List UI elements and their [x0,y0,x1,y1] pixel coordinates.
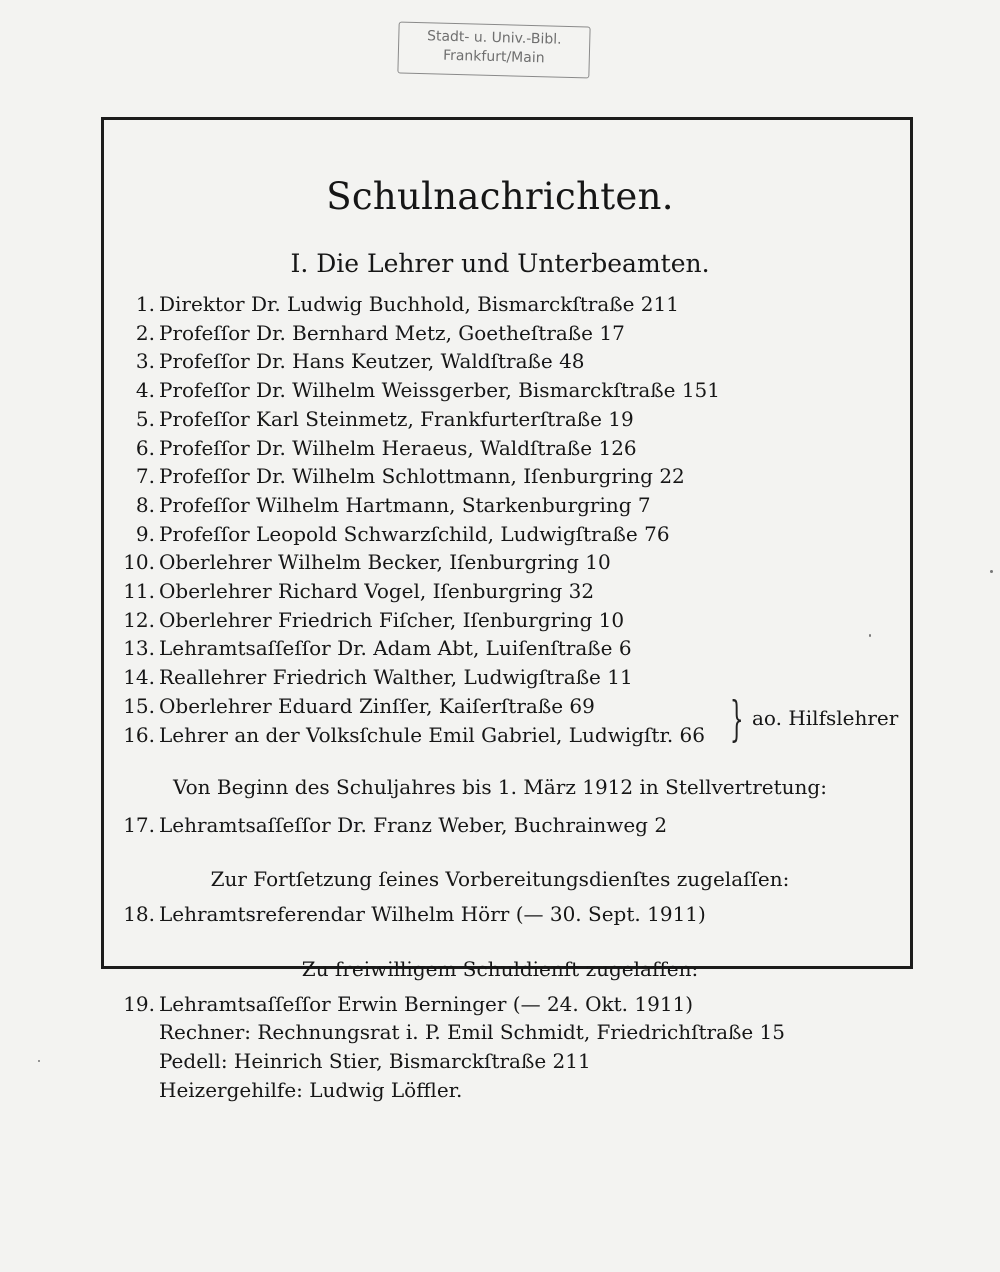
staff-number: 3. [135,349,155,374]
staff-entry: Oberlehrer Richard Vogel, Iſenburgring 32 [159,579,595,603]
staff-number: 13. [123,636,155,661]
staff-number: 10. [123,550,155,575]
staff-entry: Lehramtsaſſeſſor Erwin Berninger (— 24. Okt. 1911) [159,992,694,1016]
staff-entry: Profeſſor Leopold Schwarzſchild, Ludwigſtraße 76 [159,521,670,546]
section-heading: I. Die Lehrer und Unterbeamten. [290,249,710,278]
staff-entry: Reallehrer Friedrich Walther, Ludwigſtraße 11 [159,665,633,690]
staff-row [110,548,611,576]
staff-number: 12. [123,607,155,632]
staff-number: 4. [135,378,155,403]
staff-row [110,491,651,519]
staff-entry: Direktor Dr. Ludwig Buchhold, Bismarckſtraße 211 [159,292,679,316]
staff-row [110,347,585,375]
staff-entry: Profeſſor Wilhelm Hartmann, Starkenburgring 7 [159,492,651,517]
stamp-line-2: Frankfurt/Main [442,47,545,67]
staff-number: 7. [135,464,155,489]
staff-number: 11. [123,579,155,603]
library-stamp [397,21,590,78]
staff-row [110,462,685,490]
staff-entry: Profeſſor Dr. Wilhelm Weissgerber, Bismarckſtraße 151 [159,378,720,403]
staff-number: 9. [135,521,155,546]
staff-entry: Lehramtsreferendar Wilhelm Hörr (— 30. Sept. 1911) [159,902,706,926]
paper-speck [38,1060,40,1062]
staff-row [110,811,667,839]
staff-entry: Profeſſor Dr. Wilhelm Schlottmann, Iſenburgring 22 [159,464,685,489]
group-brace: } [729,691,744,747]
staff-row [110,577,594,605]
staff-row [110,634,632,662]
official-entry: Pedell: Heinrich Stier, Bismarckſtraße 211 [159,1049,591,1073]
staff-row [110,520,670,548]
staff-entry: Oberlehrer Friedrich Fiſcher, Iſenburgring 10 [159,607,625,632]
staff-row [110,663,633,691]
staff-entry: Profeſſor Dr. Bernhard Metz, Goetheſtraße 17 [159,320,625,345]
staff-row [110,434,637,462]
staff-number: 6. [135,435,155,460]
staff-number: 18. [123,902,155,926]
staff-row [110,990,693,1018]
staff-entry: Profeſſor Dr. Wilhelm Heraeus, Waldſtraße 126 [159,435,637,460]
staff-entry: Profeſſor Dr. Hans Keutzer, Waldſtraße 48 [159,349,585,374]
staff-number: 1. [135,292,155,316]
staff-number: 14. [123,665,155,690]
staff-entry: Lehrer an der Volksſchule Emil Gabriel, Ludwigſtr. 66 [159,722,705,747]
staff-row [110,606,624,634]
page-title: Schulnachrichten. [326,175,674,218]
staff-entry: Lehramtsaſſeſſor Dr. Adam Abt, Luiſenſtraße 6 [159,636,632,661]
staff-number: 19. [123,992,155,1016]
staff-number: 5. [135,406,155,431]
staff-row [110,900,706,928]
staff-number: 8. [135,492,155,517]
staff-entry: Oberlehrer Eduard Zinſſer, Kaiſerſtraße 69 [159,693,595,718]
staff-number: 2. [135,320,155,345]
staff-row [110,405,634,433]
staff-entry: Lehramtsaſſeſſor Dr. Franz Weber, Buchrainweg 2 [159,813,668,837]
voluntary-heading: Zu freiwilligem Schuldienſt zugelaſſen: [301,957,699,981]
staff-row [110,290,679,318]
official-entry: Heizergehilfe: Ludwig Löffler. [159,1078,463,1102]
paper-speck [990,570,993,573]
substitute-heading: Von Beginn des Schuljahres bis 1. März 1912 in Stellvertretung: [173,775,827,799]
paper-speck [869,634,871,637]
staff-number: 17. [123,813,155,837]
staff-row [110,319,625,347]
staff-number: 16. [123,722,155,747]
continuation-heading: Zur Fortſetzung ſeines Vorbereitungsdienſtes zugelaſſen: [210,867,790,891]
official-entry: Rechner: Rechnungsrat i. P. Emil Schmidt, Friedrichſtraße 15 [159,1020,785,1044]
staff-row [110,692,595,720]
stamp-line-1: Stadt- u. Univ.-Bibl. [426,28,562,48]
staff-entry: Oberlehrer Wilhelm Becker, Iſenburgring 10 [159,550,611,575]
group-note: ao. Hilfslehrer [752,706,899,730]
staff-number: 15. [123,693,155,718]
staff-row [110,721,705,749]
staff-entry: Profeſſor Karl Steinmetz, Frankfurterſtraße 19 [159,406,634,431]
staff-row [110,376,720,404]
